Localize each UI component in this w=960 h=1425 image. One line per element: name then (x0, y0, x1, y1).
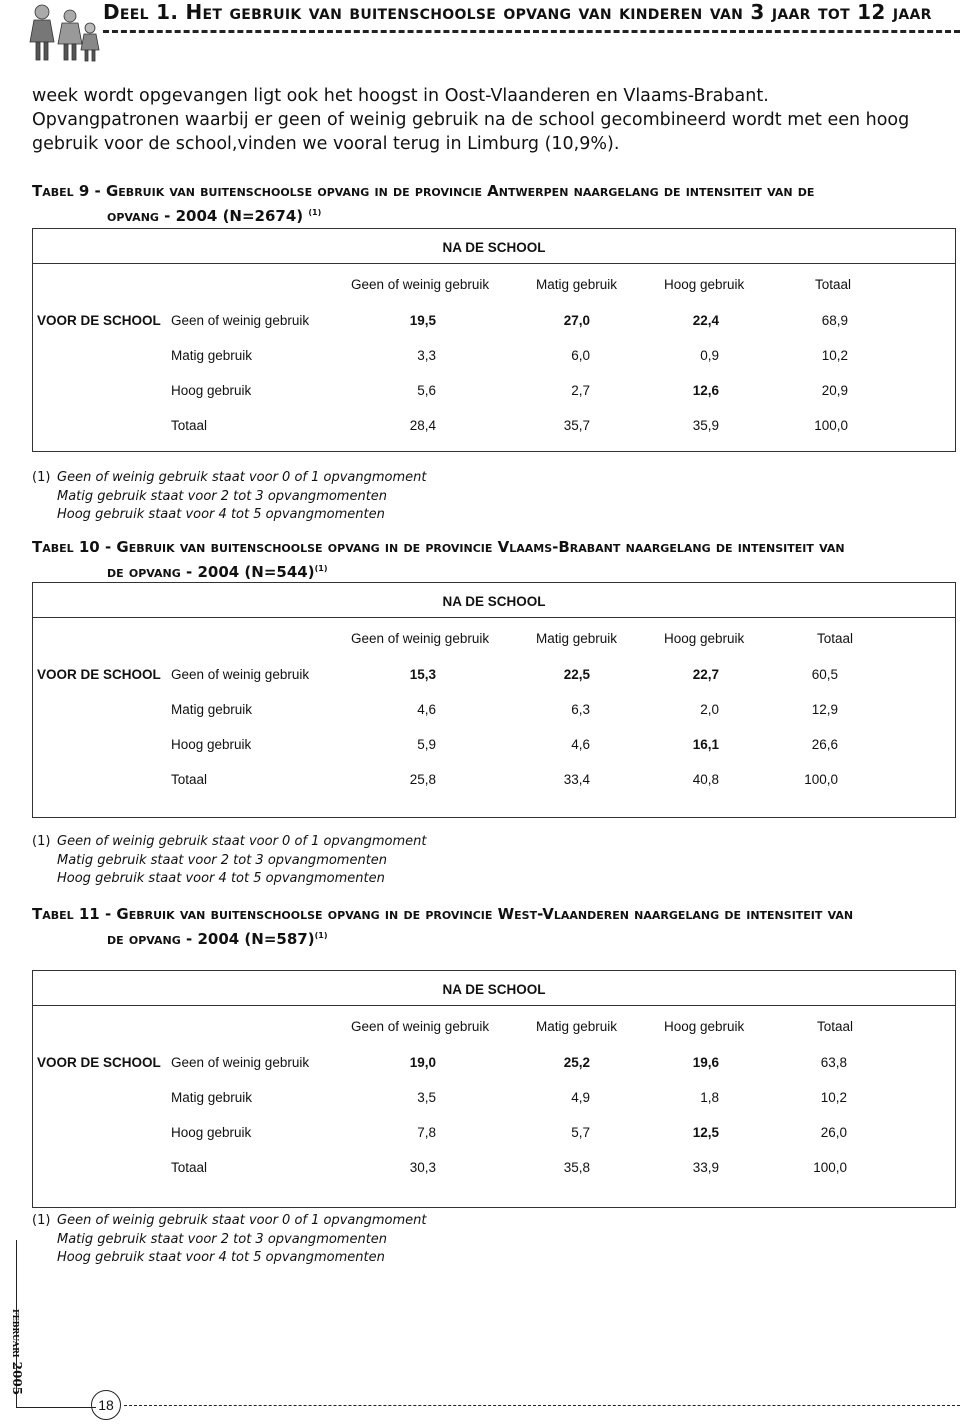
row-label: Totaal (171, 418, 208, 433)
row-label: Matig gebruik (171, 702, 253, 717)
after-school-label: NA DE SCHOOL (442, 594, 546, 609)
table-row (33, 409, 955, 444)
footer-divider (124, 1405, 960, 1406)
table-row (33, 1116, 955, 1151)
footnote-marker: (1) (32, 1213, 51, 1228)
table-11-footnote: (1) Geen of weinig gebruik staat voor 0 of 1 opvangmoment Matig gebruik staat voor 2 tot 3 opvangmomenten Hoog gebruik staat voor 4 tot 5 opvangmomenten (32, 1213, 427, 1265)
table-10 (32, 582, 956, 818)
row-label: Hoog gebruik (171, 737, 252, 752)
cell: 5,7 (571, 1125, 590, 1140)
cell: 12,5 (692, 1125, 719, 1140)
chapter-title: Deel 1. Het gebruik van buitenschoolse opvang van kinderen van 3 jaar tot 12 jaar (103, 0, 932, 24)
cell: 20,9 (821, 383, 848, 398)
table-10-caption: Tabel 10 - Gebruik van buitenschoolse opvang in de provincie Vlaams-Brabant naargelang de intensiteit van de opvang - 2004 (N=544)$^{(1)}$ (32, 538, 845, 581)
col-header: Hoog gebruik (664, 631, 745, 646)
cell: 63,8 (820, 1055, 847, 1070)
row-label: Matig gebruik (171, 1090, 253, 1105)
table-10-footnote: (1) Geen of weinig gebruik staat voor 0 of 1 opvangmoment Matig gebruik staat voor 2 tot 3 opvangmomenten Hoog gebruik staat voor 4 tot 5 opvangmomenten (32, 834, 427, 886)
intro-line-2: Opvangpatronen waarbij er geen of weinig gebruik na de school gecombineerd wordt met een hoog gebruik voor de school,vinden we vooral terug in Limburg (10,9%). (32, 110, 910, 154)
row-label: Matig gebruik (171, 348, 253, 363)
col-header: Geen of weinig gebruik (351, 631, 490, 646)
table-row (33, 304, 955, 339)
cell: 25,8 (409, 772, 436, 787)
table-row (33, 339, 955, 374)
col-header: Totaal (817, 631, 854, 646)
cell: 4,9 (571, 1090, 590, 1105)
cell: 10,2 (820, 1090, 847, 1105)
cell: 19,5 (409, 313, 436, 328)
col-header: Matig gebruik (536, 277, 618, 292)
cell: 60,5 (811, 667, 838, 682)
before-school-label: VOOR DE SCHOOL (37, 1055, 161, 1070)
cell: 5,9 (417, 737, 436, 752)
page-number: 18 (91, 1390, 121, 1420)
cell: 26,6 (811, 737, 838, 752)
table-row (33, 693, 955, 728)
cell: 35,8 (563, 1160, 590, 1175)
col-header: Totaal (817, 1019, 854, 1034)
table-11 (32, 970, 956, 1208)
cell: 5,6 (417, 383, 436, 398)
after-school-label: NA DE SCHOOL (442, 982, 546, 997)
col-header: Geen of weinig gebruik (351, 1019, 490, 1034)
row-label: Geen of weinig gebruik (171, 667, 310, 682)
table-9-caption: Tabel 9 - Gebruik van buitenschoolse opvang in de provincie Antwerpen naargelang de intensiteit van de opvang - 2004 (N=2674) $^{(1)}$ (32, 182, 815, 225)
cell: 27,0 (563, 313, 590, 328)
table-row (33, 1151, 955, 1186)
table-row (33, 374, 955, 409)
cell: 19,6 (692, 1055, 719, 1070)
row-label: Geen of weinig gebruik (171, 1055, 310, 1070)
cell: 10,2 (821, 348, 848, 363)
before-school-label: VOOR DE SCHOOL (37, 667, 161, 682)
footnote-marker: (1) (32, 834, 51, 849)
cell: 4,6 (417, 702, 436, 717)
table-row (33, 1046, 955, 1081)
cell: 7,8 (417, 1125, 436, 1140)
cell: 6,3 (571, 702, 590, 717)
table-11-caption: Tabel 11 - Gebruik van buitenschoolse opvang in de provincie West-Vlaanderen naargelang de intensiteit van de opvang - 2004 (N=587)$^{(1)}$ (32, 905, 854, 948)
col-header: Matig gebruik (536, 1019, 618, 1034)
cell: 2,0 (700, 702, 719, 717)
column-header-row (33, 594, 955, 658)
cell: 2,7 (571, 383, 590, 398)
cell: 3,5 (417, 1090, 436, 1105)
cell: 68,9 (821, 313, 848, 328)
cell: 22,7 (692, 667, 719, 682)
column-header-row (33, 240, 955, 304)
table-9 (32, 228, 956, 452)
after-school-label: NA DE SCHOOL (442, 240, 546, 255)
row-label: Geen of weinig gebruik (171, 313, 310, 328)
table-row (33, 728, 955, 763)
col-header: Matig gebruik (536, 631, 618, 646)
cell: 26,0 (820, 1125, 847, 1140)
cell: 35,9 (692, 418, 719, 433)
row-label: Totaal (171, 772, 208, 787)
column-header-row (33, 982, 955, 1046)
cell: 16,1 (692, 737, 719, 752)
cell: 3,3 (417, 348, 436, 363)
cell: 30,3 (409, 1160, 436, 1175)
cell: 25,2 (563, 1055, 590, 1070)
table-9-footnote: (1) Geen of weinig gebruik staat voor 0 of 1 opvangmoment Matig gebruik staat voor 2 tot 3 opvangmomenten Hoog gebruik staat voor 4 tot 5 opvangmomenten (32, 470, 427, 522)
cell: 1,8 (700, 1090, 719, 1105)
row-label: Hoog gebruik (171, 383, 252, 398)
publication-date: februari 2005 (10, 1308, 25, 1396)
row-label: Totaal (171, 1160, 208, 1175)
cell: 35,7 (563, 418, 590, 433)
cell: 100,0 (804, 772, 838, 787)
cell: 12,6 (692, 383, 719, 398)
cell: 12,9 (811, 702, 838, 717)
intro-line-1: week wordt opgevangen ligt ook het hoogst in Oost-Vlaanderen en Vlaams-Brabant. (32, 86, 769, 106)
footnote-marker: (1) (32, 470, 51, 485)
intro-paragraph (32, 84, 947, 156)
cell: 19,0 (409, 1055, 436, 1070)
table-row (33, 763, 955, 798)
cell: 0,9 (700, 348, 719, 363)
table-row (33, 1081, 955, 1116)
cell: 100,0 (813, 1160, 847, 1175)
cell: 33,9 (692, 1160, 719, 1175)
col-header: Hoog gebruik (664, 1019, 745, 1034)
children-logo (28, 2, 100, 64)
row-label: Hoog gebruik (171, 1125, 252, 1140)
col-header: Geen of weinig gebruik (351, 277, 490, 292)
table-row (33, 658, 955, 693)
cell: 4,6 (571, 737, 590, 752)
before-school-label: VOOR DE SCHOOL (37, 313, 161, 328)
cell: 6,0 (571, 348, 590, 363)
cell: 40,8 (692, 772, 719, 787)
cell: 100,0 (814, 418, 848, 433)
col-header: Hoog gebruik (664, 277, 745, 292)
cell: 15,3 (409, 667, 436, 682)
bottom-rule (16, 1407, 96, 1408)
cell: 28,4 (409, 418, 436, 433)
header-divider (103, 30, 960, 33)
cell: 22,4 (692, 313, 719, 328)
col-header: Totaal (815, 277, 852, 292)
cell: 22,5 (563, 667, 590, 682)
cell: 33,4 (563, 772, 590, 787)
